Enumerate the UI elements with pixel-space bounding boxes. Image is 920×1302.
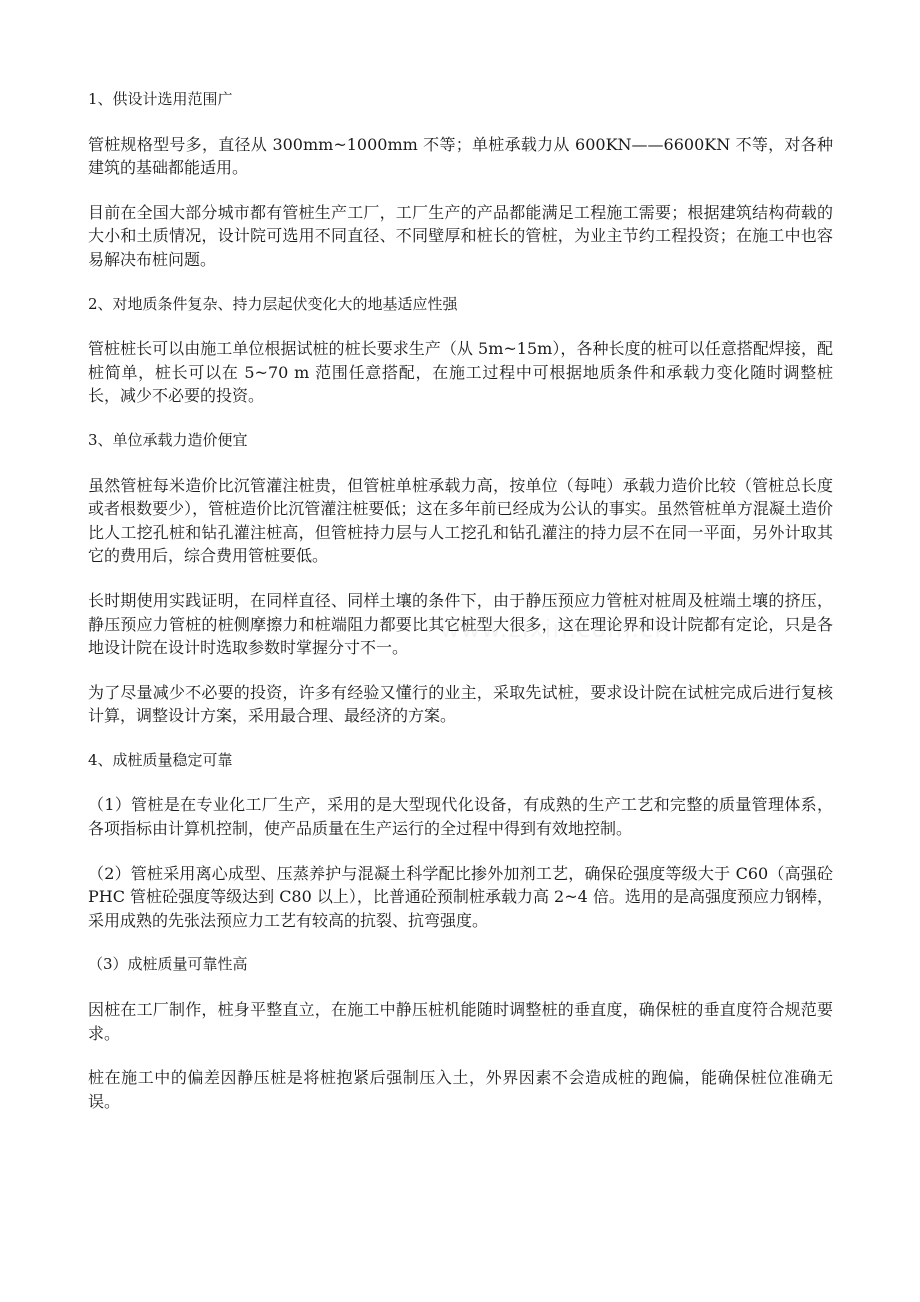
- paragraph-10: 桩在施工中的偏差因静压桩是将桩抱紧后强制压入土，外界因素不会造成桩的跑偏，能确保桩位准确无误。: [88, 1068, 833, 1111]
- paragraph-9: 因桩在工厂制作，桩身平整直立，在施工中静压桩机能随时调整桩的垂直度，确保桩的垂直度符合规范要求。: [88, 1000, 833, 1043]
- paragraph-8: （2）管桩采用离心成型、压蒸养护与混凝土科学配比掺外加剂工艺，确保砼强度等级大于 C60（高强砼 PHC 管桩砼强度等级达到 C80 以上），比普通砼预制桩承载力高 2~4 倍。选用的是高强度预应力钢棒，采用成熟的先张法预应力工艺有较高的抗裂、抗弯强度。: [88, 863, 833, 930]
- section-heading-2: 2、对地质条件复杂、持力层起伏变化大的地基适应性强: [88, 294, 458, 313]
- paragraph-5: 长时期使用实践证明，在同样直径、同样土壤的条件下，由于静压预应力管桩对桩周及桩端土壤的挤压，静压预应力管桩的桩侧摩擦力和桩端阻力都要比其它桩型大很多，这在理论界和设计院都有定论，只是各地设计院在设计时选取参数时掌握分寸不一。: [88, 590, 833, 658]
- paragraph-4: 虽然管桩每米造价比沉管灌注桩贵，但管桩单桩承载力高，按单位（每吨）承载力造价比较（管桩总长度或者根数要少），管桩造价比沉管灌注桩要低；这在多年前已经成为公认的事实。虽然管桩单方混凝土造价比人工挖孔桩和钻孔灌注桩高，但管桩持力层与人工挖孔和钻孔灌注的持力层不在同一平面，另外计取其它的费用后，综合费用管桩要低。: [88, 475, 833, 566]
- paragraph-7: （1）管桩是在专业化工厂生产，采用的是大型现代化设备，有成熟的生产工艺和完整的质量管理体系，各项指标由计算机控制，使产品质量在生产运行的全过程中得到有效地控制。: [88, 795, 833, 839]
- paragraph-3: 管桩桩长可以由施工单位根据试桩的桩长要求生产（从 5m~15m），各种长度的桩可以任意搭配焊接，配桩简单，桩长可以在 5~70 m 范围任意搭配，在施工过程中可根据地质条件和承载力变化随时调整桩长，减少不必要的投资。: [88, 339, 833, 406]
- section-heading-1: 1、供设计选用范围广: [88, 90, 233, 108]
- section-heading-3: 3、单位承载力造价便宜: [88, 430, 248, 449]
- document-body: [88, 88, 833, 1134]
- paragraph-2: 目前在全国大部分城市都有管桩生产工厂，工厂生产的产品都能满足工程施工需要；根据建筑结构荷载的大小和土质情况，设计院可选用不同直径、不同壁厚和桩长的管桩，为业主节约工程投资；在施工中也容易解决布桩问题。: [88, 202, 833, 269]
- section-heading-5: （3）成桩质量可靠性高: [88, 955, 248, 974]
- paragraph-1: 管桩规格型号多，直径从 300mm~1000mm 不等；单桩承载力从 600KN——6600KN 不等，对各种建筑的基础都能适用。: [88, 134, 833, 178]
- section-heading-4: 4、成桩质量稳定可靠: [88, 750, 233, 769]
- paragraph-6: 为了尽量减少不必要的投资，许多有经验又懂行的业主，采取先试桩，要求设计院在试桩完成后进行复核计算，调整设计方案，采用最合理、最经济的方案。: [88, 682, 833, 726]
